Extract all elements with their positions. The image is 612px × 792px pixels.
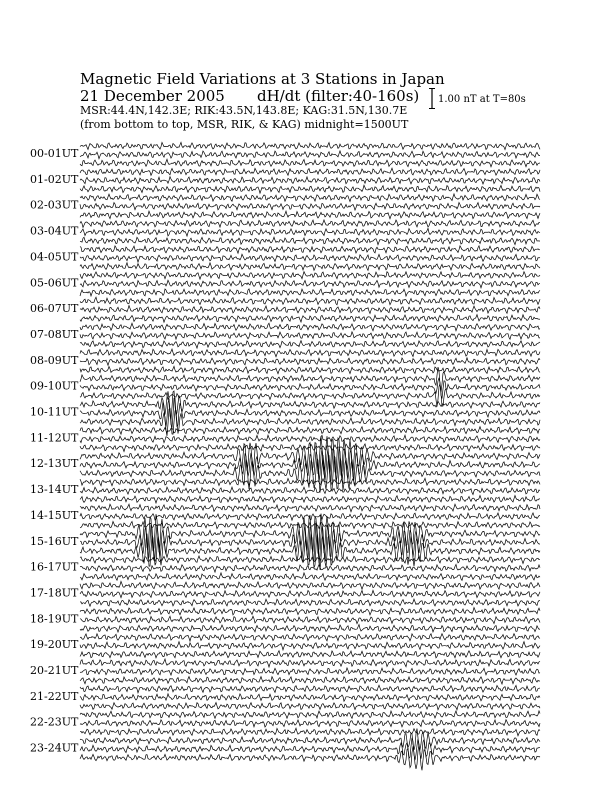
trace-msr-line <box>80 341 540 349</box>
hour-label: 06-07UT <box>30 302 79 316</box>
trace-kag-line <box>80 634 540 641</box>
trace-msr-line <box>80 677 540 684</box>
trace-msr-line <box>80 703 540 710</box>
trace-kag-line <box>80 608 540 615</box>
trace-kag-line <box>80 427 540 435</box>
hour-label: 07-08UT <box>30 327 79 341</box>
hour-label: 05-06UT <box>30 276 79 290</box>
trace-msr-line <box>80 211 540 219</box>
trace-msr-line <box>80 366 540 373</box>
trace-msr-line <box>80 263 540 271</box>
chart-component-filter: dH/dt (filter:40-160s) <box>257 87 420 105</box>
station-coordinates: MSR:44.4N,142.3E; RIK:43.5N,143.8E; KAG:31.5N,130.7E <box>80 104 408 117</box>
trace-rik-line <box>80 435 540 443</box>
trace-kag-line <box>80 349 540 357</box>
hour-label: 21-22UT <box>30 689 79 703</box>
trace-kag-line <box>80 685 540 693</box>
trace-rik-line <box>80 590 540 597</box>
trace-rik-line <box>80 177 540 184</box>
trace-kag-line <box>80 504 540 512</box>
hour-label: 22-23UT <box>30 715 79 729</box>
trace-rik-line <box>80 358 540 366</box>
hour-label: 04-05UT <box>30 250 79 264</box>
hour-label: 13-14UT <box>30 483 79 497</box>
trace-msr-line <box>80 625 540 633</box>
trace-msr-line <box>80 573 540 581</box>
trace-rik-line <box>80 306 540 314</box>
trace-rik-line <box>80 720 540 727</box>
trace-rik-line <box>80 203 540 211</box>
trace-kag-line <box>80 168 540 175</box>
trace-kag-line <box>80 659 540 667</box>
trace-kag-line <box>80 220 540 228</box>
trace-rik-line <box>80 151 540 159</box>
hour-label: 08-09UT <box>30 353 79 367</box>
trace-kag-line <box>80 246 540 253</box>
trace-kag-line <box>80 711 540 718</box>
scale-label: 1.00 nT at T=80s <box>438 94 526 105</box>
trace-rik-line <box>80 487 540 494</box>
hour-label: 20-21UT <box>30 664 79 677</box>
chart-title: Magnetic Field Variations at 3 Stations in Japan <box>80 70 445 88</box>
hour-label: 10-11UT <box>30 405 79 419</box>
trace-rik-line <box>80 398 540 427</box>
trace-msr-line <box>80 185 540 193</box>
trace-rik-line <box>80 616 540 623</box>
trace-kag-line <box>80 272 540 280</box>
chart-date: 21 December 2005 <box>80 87 225 105</box>
trace-msr-line <box>80 496 540 504</box>
trace-rik-line <box>80 280 540 288</box>
trace-msr-line <box>80 745 540 771</box>
hour-label: 11-12UT <box>30 431 79 445</box>
hour-label: 03-04UT <box>30 224 79 238</box>
hour-label: 17-18UT <box>30 586 79 600</box>
trace-msr-line <box>80 237 540 245</box>
trace-rik-line <box>80 521 540 564</box>
trace-rik-line <box>80 694 540 701</box>
trace-rik-line <box>80 642 540 650</box>
hour-label: 15-16UT <box>30 534 79 548</box>
trace-msr-line <box>80 315 540 323</box>
trace-rik-line <box>80 332 540 339</box>
trace-msr-line <box>80 289 540 296</box>
hour-label: 09-10UT <box>30 379 79 393</box>
hour-label: 16-17UT <box>30 560 79 574</box>
trace-kag-line <box>80 142 540 149</box>
trace-msr-line <box>80 159 540 167</box>
trace-kag-line <box>80 478 540 485</box>
trace-kag-line <box>80 323 540 331</box>
trace-rik-line <box>80 228 540 236</box>
trace-kag-line <box>80 194 540 202</box>
hour-label: 14-15UT <box>30 508 79 522</box>
hour-label: 02-03UT <box>30 198 79 212</box>
trace-msr-line <box>80 651 540 658</box>
trace-msr-line <box>80 728 540 736</box>
trace-kag-line <box>80 297 540 305</box>
trace-kag-line <box>80 581 540 589</box>
hour-label: 18-19UT <box>30 612 79 626</box>
hour-label: 00-01UT <box>30 147 79 160</box>
hour-label: 19-20UT <box>30 638 79 652</box>
hour-label: 01-02UT <box>30 172 79 186</box>
trace-rik-line <box>80 668 540 675</box>
trace-order-note: (from bottom to top, MSR, RIK, & KAG) midnight=1500UT <box>80 118 409 131</box>
trace-rik-line <box>80 254 540 262</box>
trace-msr-line <box>80 455 540 493</box>
hour-label: 23-24UT <box>30 741 79 755</box>
hour-label: 12-13UT <box>30 457 79 471</box>
trace-msr-line <box>80 599 540 606</box>
